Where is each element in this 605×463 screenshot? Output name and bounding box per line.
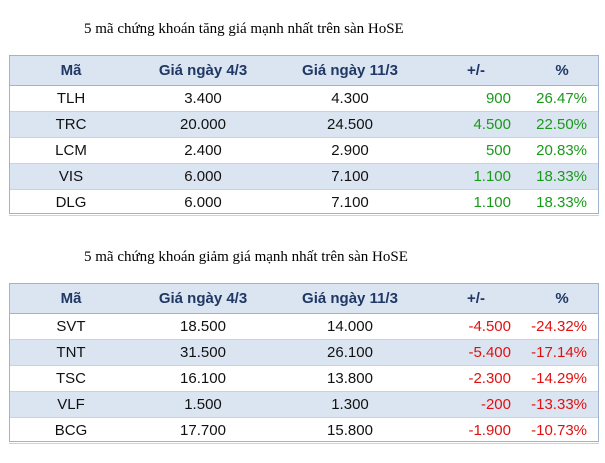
table-row [9,418,599,444]
column-header-price-start: Giá ngày 4/3 [133,56,273,86]
stock-code-cell: TLH [9,86,133,112]
change-cell: 1.100 [427,190,525,216]
table-row [9,314,599,340]
price-end-cell: 15.800 [273,418,427,444]
price-start-cell: 20.000 [133,112,273,138]
table-header-row [9,56,599,86]
losers-title: 5 mã chứng khoán giảm giá mạnh nhất trên sàn HoSE [84,249,408,265]
percent-cell: -10.73% [525,418,599,444]
price-end-cell: 2.900 [273,138,427,164]
stock-code-cell: VIS [9,164,133,190]
gainers-table [9,55,599,216]
price-end-cell: 4.300 [273,86,427,112]
stock-code-cell: VLF [9,392,133,418]
stock-code-cell: TNT [9,340,133,366]
table-row [9,164,599,190]
change-cell: 900 [427,86,525,112]
column-header-price-start: Giá ngày 4/3 [133,284,273,314]
table-row [9,190,599,216]
percent-cell: -13.33% [525,392,599,418]
change-cell: -2.300 [427,366,525,392]
price-start-cell: 2.400 [133,138,273,164]
percent-cell: 18.33% [525,164,599,190]
column-header-change: +/- [427,56,525,86]
table-header-row [9,284,599,314]
price-end-cell: 7.100 [273,164,427,190]
column-header-code: Mã [9,56,133,86]
table-row [9,366,599,392]
percent-cell: 20.83% [525,138,599,164]
table-row [9,138,599,164]
stock-code-cell: TSC [9,366,133,392]
price-start-cell: 16.100 [133,366,273,392]
price-start-cell: 6.000 [133,190,273,216]
column-header-price-end: Giá ngày 11/3 [273,284,427,314]
percent-cell: -24.32% [525,314,599,340]
gainers-title: 5 mã chứng khoán tăng giá mạnh nhất trên sàn HoSE [84,21,404,37]
stock-code-cell: TRC [9,112,133,138]
stock-code-cell: LCM [9,138,133,164]
table-row [9,112,599,138]
price-start-cell: 31.500 [133,340,273,366]
percent-cell: 18.33% [525,190,599,216]
stock-code-cell: BCG [9,418,133,444]
change-cell: -1.900 [427,418,525,444]
column-header-percent: % [525,284,599,314]
price-start-cell: 17.700 [133,418,273,444]
price-end-cell: 26.100 [273,340,427,366]
change-cell: 500 [427,138,525,164]
table-row [9,86,599,112]
price-start-cell: 6.000 [133,164,273,190]
stock-code-cell: SVT [9,314,133,340]
column-header-change: +/- [427,284,525,314]
price-start-cell: 1.500 [133,392,273,418]
change-cell: -5.400 [427,340,525,366]
table-row [9,340,599,366]
price-end-cell: 7.100 [273,190,427,216]
losers-body [9,314,599,444]
percent-cell: 22.50% [525,112,599,138]
stock-code-cell: DLG [9,190,133,216]
column-header-code: Mã [9,284,133,314]
change-cell: 4.500 [427,112,525,138]
change-cell: -200 [427,392,525,418]
price-end-cell: 13.800 [273,366,427,392]
change-cell: -4.500 [427,314,525,340]
column-header-percent: % [525,56,599,86]
percent-cell: 26.47% [525,86,599,112]
percent-cell: -14.29% [525,366,599,392]
price-end-cell: 1.300 [273,392,427,418]
price-start-cell: 3.400 [133,86,273,112]
change-cell: 1.100 [427,164,525,190]
percent-cell: -17.14% [525,340,599,366]
losers-table [9,283,599,444]
price-start-cell: 18.500 [133,314,273,340]
price-end-cell: 14.000 [273,314,427,340]
table-row [9,392,599,418]
price-end-cell: 24.500 [273,112,427,138]
column-header-price-end: Giá ngày 11/3 [273,56,427,86]
gainers-body [9,86,599,216]
